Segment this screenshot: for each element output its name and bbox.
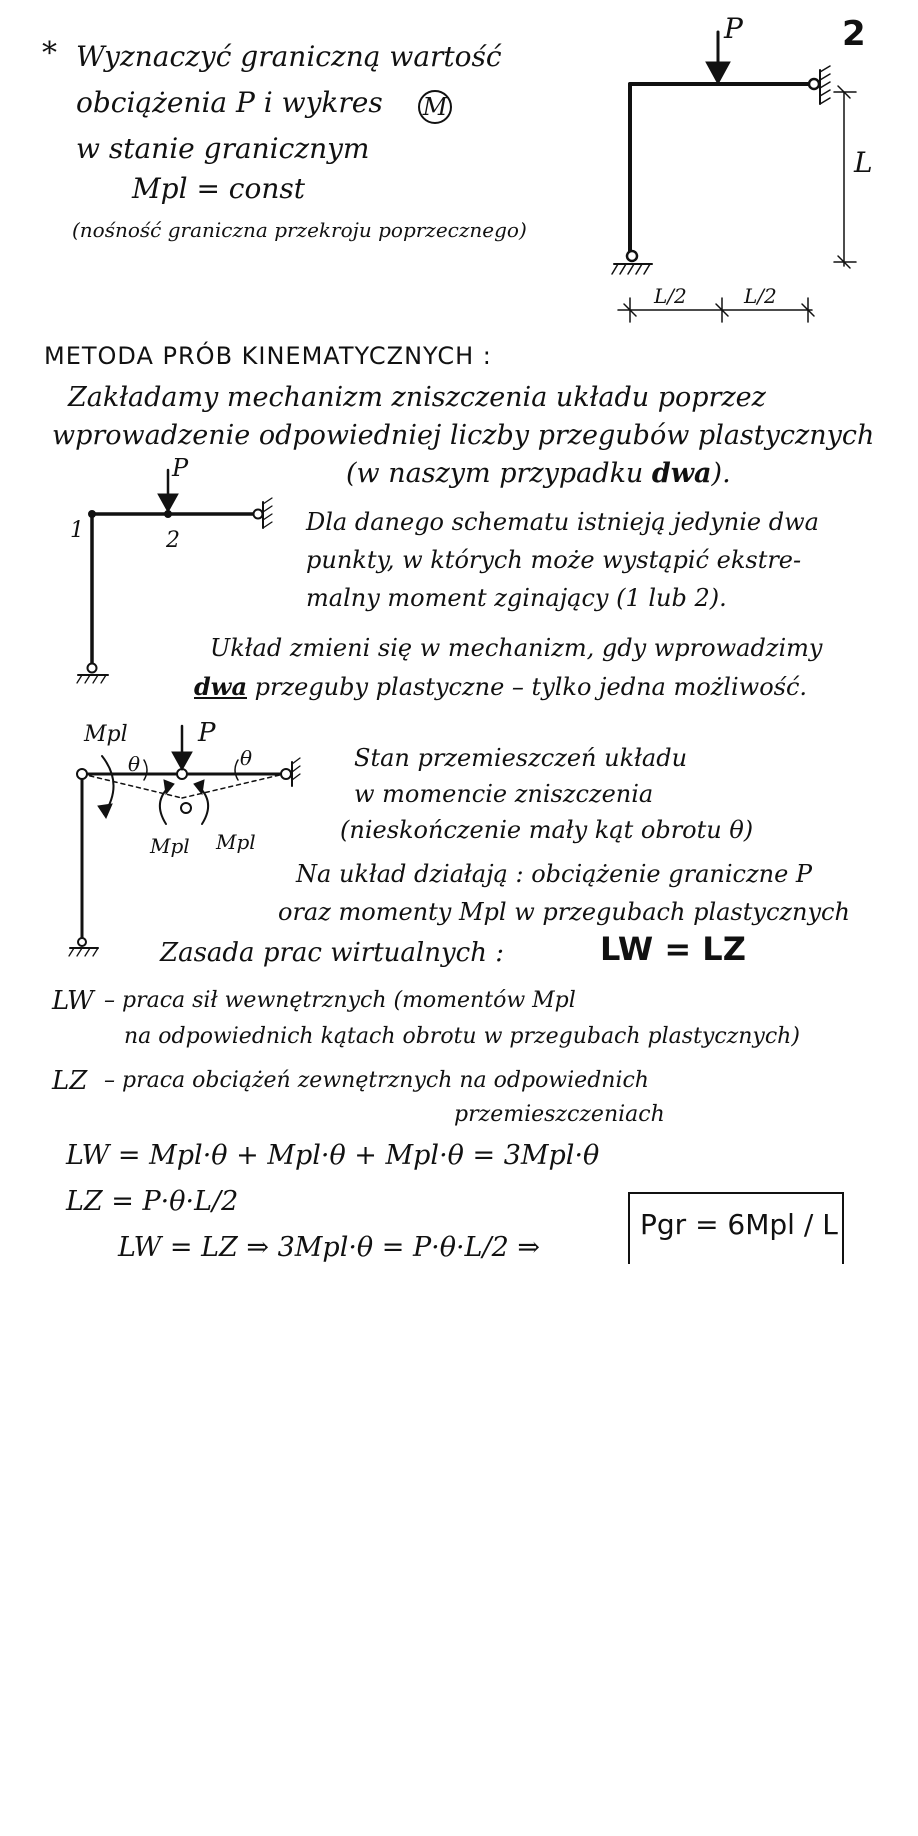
lw-symbol: LW [52,986,94,1016]
mechanism-mpl-top: Mpl [84,722,128,747]
method-line-1: Zakładamy mechanizm zniszczenia układu poprzez [68,382,766,413]
equation-lz: LZ = P·θ·L/2 [66,1186,239,1217]
frame-span-right-label: L/2 [744,284,777,308]
task-condition: Mpl = const [132,172,306,205]
mechanism-mpl-bottom-left: Mpl [150,834,190,858]
lw-line-1: – praca sił wewnętrznych (momentów Mpl [104,988,576,1013]
mechanism-theta-right: θ [240,746,253,770]
task-line-3: w stanie granicznym [76,132,370,165]
task-bullet: * [42,36,57,71]
mechanism-diagram [60,714,320,964]
task-line-1: Wyznaczyć graniczną wartość [76,40,502,73]
scheme-point-2: 2 [166,528,180,553]
virtual-work-equation: LW = LZ [600,930,746,968]
mechanism-line-2-post: przeguby plastyczne – tylko jedna możliwość. [247,673,808,701]
moment-diagram-symbol: M [418,90,452,124]
frame-span-left-label: L/2 [654,284,687,308]
method-line-3-pre: (w naszym przypadku [346,458,652,489]
mechanism-theta-left: θ [128,752,141,776]
scheme-point-1: 1 [70,518,84,543]
mechanism-line-2-emphasis: dwa [194,672,247,701]
points-line-1: Dla danego schematu istnieją jedynie dwa [306,508,819,536]
displacement-line-3: (nieskończenie mały kąt obrotu θ) [340,816,754,844]
displacement-line-1: Stan przemieszczeń układu [354,744,688,772]
task-note: (nośność graniczna przekroju poprzecznego) [72,218,527,242]
lz-symbol: LZ [52,1066,88,1096]
frame-height-label: L [854,146,873,179]
page-number: 2 [842,14,866,54]
points-line-2: punkty, w których może wystąpić ekstre- [306,546,802,574]
equation-equality: LW = LZ ⇒ 3Mpl·θ = P·θ·L/2 ⇒ [118,1232,540,1263]
acting-line-1: Na układ działają : obciążenie graniczne P [296,860,813,888]
mechanism-mpl-bottom-right: Mpl [216,830,256,854]
method-line-3 [346,458,731,489]
lz-line-1: – praca obciążeń zewnętrznych na odpowiednich [104,1068,649,1093]
points-line-3: malny moment zginający (1 lub 2). [306,584,727,612]
scheme-load-label: P [172,454,189,482]
equation-lw: LW = Mpl·θ + Mpl·θ + Mpl·θ = 3Mpl·θ [66,1140,600,1171]
acting-line-2: oraz momenty Mpl w przegubach plastycznych [278,898,850,926]
mechanism-line-2 [194,672,807,701]
lz-line-2: przemieszczeniach [454,1102,665,1127]
lw-line-2: na odpowiednich kątach obrotu w przegubach plastycznych) [124,1024,800,1049]
frame-load-label: P [724,12,743,45]
task-line-2: obciążenia P i wykres [76,86,383,119]
displacement-line-2: w momencie zniszczenia [354,780,654,808]
result-formula: Pgr = 6Mpl / L [640,1208,838,1241]
method-line-3-emphasis: dwa [651,458,712,489]
method-line-2: wprowadzenie odpowiedniej liczby przegubów plastycznych [52,420,875,451]
method-line-3-post: ). [711,458,731,489]
virtual-work-label: Zasada prac wirtualnych : [160,938,504,968]
method-heading: METODA PRÓB KINEMATYCZNYCH : [44,342,492,370]
mechanism-line-1: Układ zmieni się w mechanizm, gdy wprowadzimy [210,634,823,662]
mechanism-load-label: P [198,718,216,748]
